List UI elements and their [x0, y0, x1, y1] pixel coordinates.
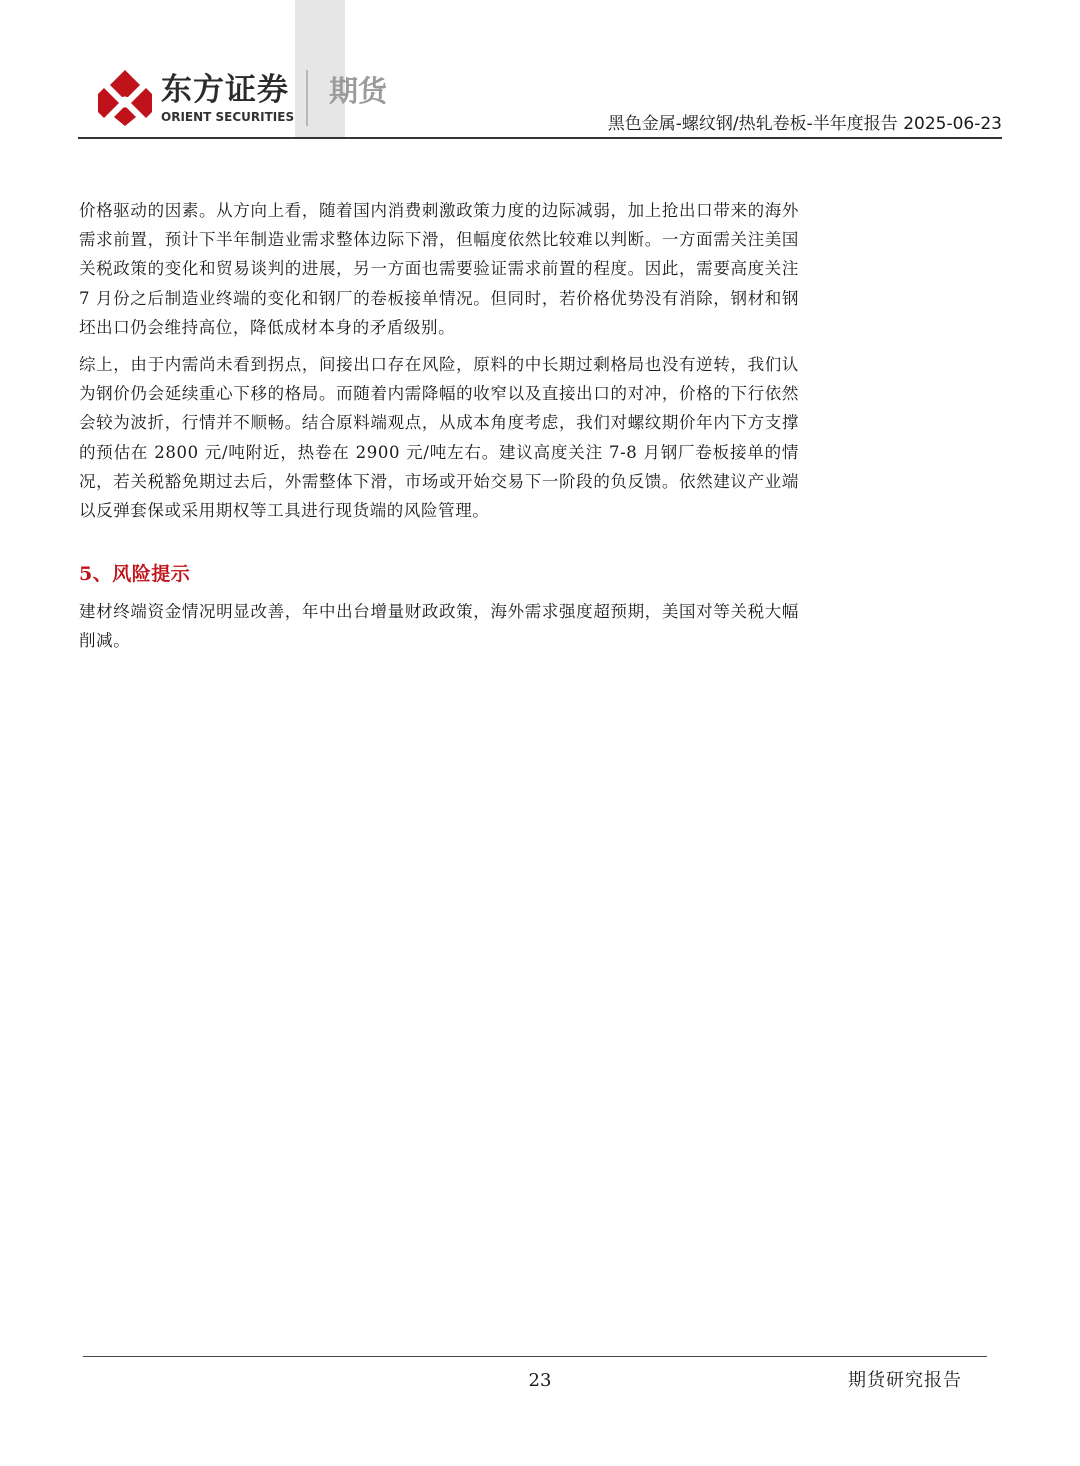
risk-paragraph: 建材终端资金情况明显改善，年中出台增量财政政策，海外需求强度超预期，美国对等关税大幅削减。: [79, 602, 799, 651]
logo-company-name: 东方证券: [161, 72, 289, 108]
orient-securities-logo-icon: [98, 68, 152, 126]
logo-company-name-en: ORIENT SECURITIES: [161, 110, 295, 124]
report-body: [79, 196, 799, 656]
body-paragraph-1: 价格驱动的因素。从方向上看，随着国内消费刺激政策力度的边际减弱，加上抢出口带来的海外需求前置，预计下半年制造业需求整体边际下滑，但幅度依然比较难以判断。一方面需关注美国关税政策的变化和贸易谈判的进展，另一方面也需要验证需求前置的程度。因此，需要高度关注 7 月份之后制造业终端的变化和钢厂的卷板接单情况。但同时，若价格优势没有消除，钢材和钢坯出口仍会维持高位，降低成材本身的矛盾级别。: [79, 201, 799, 337]
logo-divider: [306, 70, 308, 126]
header-band: [295, 0, 345, 138]
footer-label: 期货研究报告: [848, 1370, 962, 1391]
division-label: 期货: [329, 74, 388, 108]
section-heading-risk: 5、风险提示: [79, 563, 191, 586]
page-number: 23: [528, 1370, 552, 1391]
body-paragraph-2: 综上，由于内需尚未看到拐点，间接出口存在风险，原料的中长期过剩格局也没有逆转，我们认为钢价仍会延续重心下移的格局。而随着内需降幅的收窄以及直接出口的对冲，价格的下行依然会较为波折，行情并不顺畅。结合原料端观点，从成本角度考虑，我们对螺纹期价年内下方支撑的预估在 2800 元/吨附近，热卷在 2900 元/吨左右。建议高度关注 7-8 月钢厂卷板接单的情况，若关税豁免期过去后，外需整体下滑，市场或开始交易下一阶段的负反馈。依然建议产业端以反弹套保或采用期权等工具进行现货端的风险管理。: [79, 355, 799, 521]
footer-rule: [83, 1356, 987, 1357]
header-rule: [78, 137, 1002, 139]
report-title: 黑色金属-螺纹钢/热轧卷板-半年度报告 2025-06-23: [607, 114, 1002, 134]
